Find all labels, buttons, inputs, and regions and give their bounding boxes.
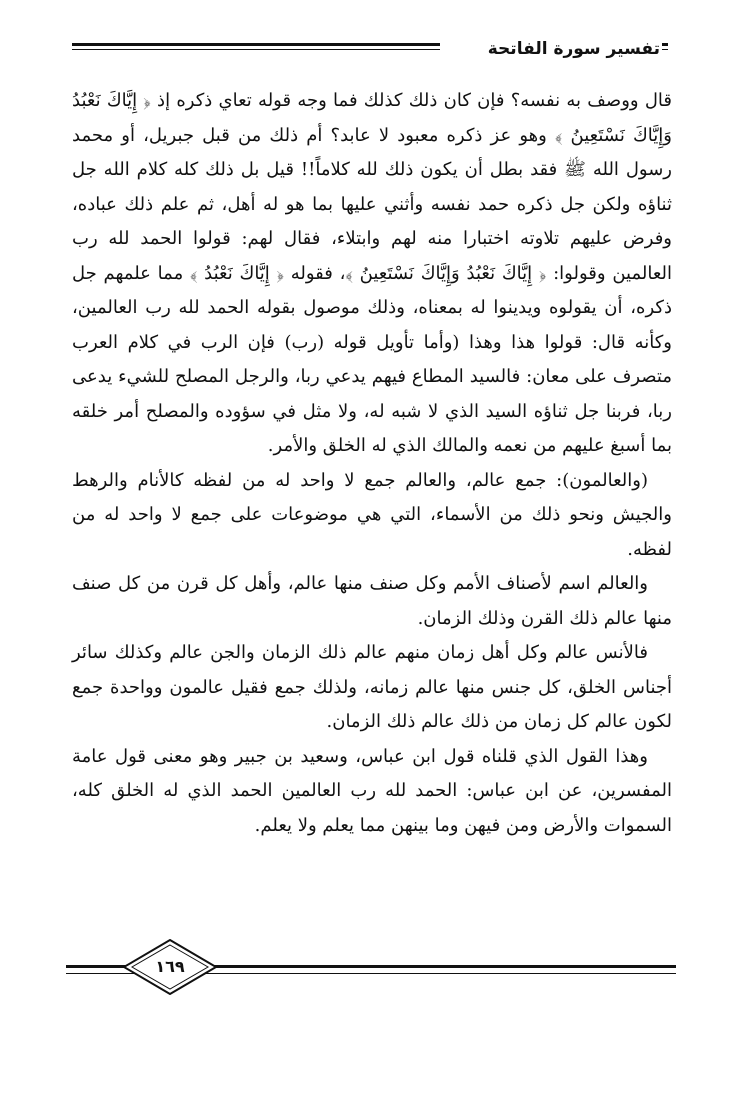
paragraph: (والعالمون): جمع عالم، والعالم جمع لا واحد له من لفظه كالأنام والرهط والجيش ونحو ذلك من الأسماء، التي هي موضوعات على جمع لا واحد له من لفظه.	[72, 469, 672, 560]
running-header	[72, 34, 668, 64]
paragraph: قال ووصف به نفسه؟ فإن كان ذلك كذلك فما وجه قوله تعاي ذكره إذ ﴿ إِيَّاكَ نَعْبُدُ وَإِيَّاكَ نَسْتَعِينُ ﴾ وهو عز ذكره معبود لا عابد؟ أم ذلك من قبل جبريل، أو محمد رسول الله ﷺ فقد بطل أن يكون ذلك لله كلاماً!! قيل بل ذلك كله كلام الله جل ثناؤه ولكن جل ذكره حمد نفسه وأثني عليها بما هو له أهل، ثم علم ذلك عباده، وفرض عليهم تلاوته اختبارا منه لهم وابتلاء، فقال لهم: قولوا الحمد لله رب العالمين وقولوا: ﴿ إِيَّاكَ نَعْبُدُ وَإِيَّاكَ نَسْتَعِينُ ﴾، فقوله ﴿ إِيَّاكَ نَعْبُدُ ﴾ مما علمهم جل ذكره، أن يقولوه ويدينوا له بمعناه، وذلك موصول بقوله الحمد لله رب العالمين، وكأنه قال: قولوا هذا وهذا (وأما تأويل قوله (رب) فإن الرب في كلام العرب متصرف على معان: فالسيد المطاع فيهم يدعي ربا، والرجل المصلح للشيء يدعى ربا، فربنا جل ثناؤه السيد الذي لا شبه له، ولا مثل في سؤوده والمصلح أمر خلقه بما أسبغ عليهم من نعمه والمالك الذي له الخلق والأمر.	[72, 90, 672, 456]
header-title: تفسير سورة الفاتحة	[480, 34, 660, 64]
paragraph: وهذا القول الذي قلناه قول ابن عباس، وسعيد بن جبير وهو معنى قول عامة المفسرين، عن ابن عباس: الحمد لله رب العالمين الحمد الذي له الخلق كله، السموات والأرض ومن فيهن وما بينهن مما يعلم ولا يعلم.	[72, 745, 672, 836]
paragraph: والعالم اسم لأصناف الأمم وكل صنف منها عالم، وأهل كل قرن من كل صنف منها عالم ذلك القرن وذلك الزمان.	[72, 573, 672, 629]
body-text	[72, 84, 672, 843]
header-rule-left	[72, 43, 440, 50]
page-footer	[66, 937, 676, 997]
page-number: ١٦٩	[155, 957, 185, 976]
paragraph: فالأنس عالم وكل أهل زمان منهم عالم ذلك الزمان والجن عالم وكذلك سائر أجناس الخلق، كل جنس منها عالم زمانه، ولذلك جمع فقيل عالمون وواحدة جمع لكون عالم كل زمان من ذلك عالم ذلك الزمان.	[72, 642, 672, 732]
header-rule-right	[662, 43, 668, 50]
